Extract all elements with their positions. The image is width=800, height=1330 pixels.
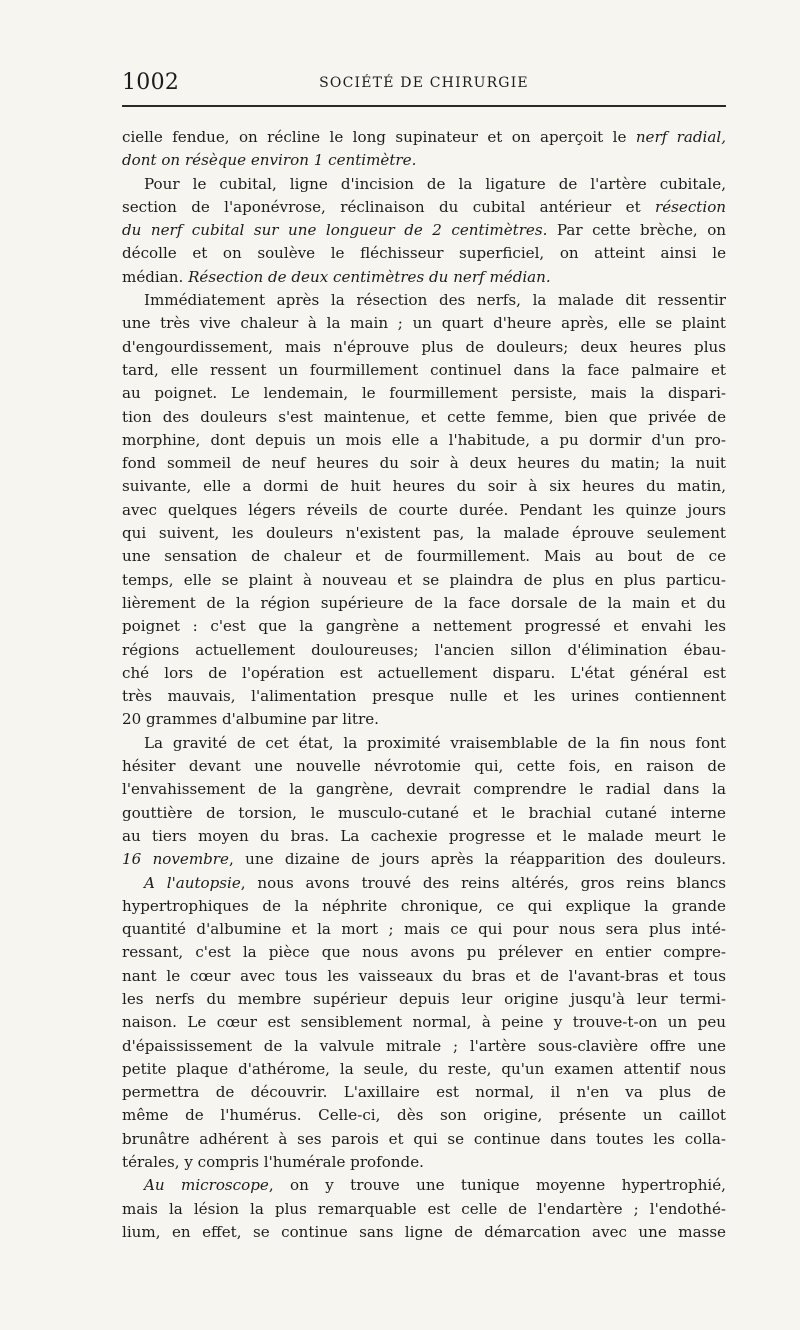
text-line: qui suivent, les douleurs n'existent pas, la malade éprouve seulement xyxy=(122,524,726,543)
text-line: médian. Résection de deux centimètres du nerf médian. xyxy=(122,267,551,286)
text-line: poignet : c'est que la gangrène a nettement progressé et envahi les xyxy=(122,617,726,636)
text-line: temps, elle se plaint à nouveau et se plaindra de plus en plus particu- xyxy=(122,570,726,589)
text-line: suivante, elle a dormi de huit heures du soir à six heures du matin, xyxy=(122,477,726,496)
text-line: mais la lésion la plus remarquable est celle de l'endartère ; l'endothé- xyxy=(122,1199,726,1218)
text-line: d'épaississement de la valvule mitrale ; l'artère sous-clavière offre une xyxy=(122,1036,726,1055)
text-line: au tiers moyen du bras. La cachexie progresse et le malade meurt le xyxy=(122,826,726,845)
body-text xyxy=(122,126,726,1244)
text-line: très mauvais, l'alimentation presque nulle et les urines contiennent xyxy=(122,687,726,706)
text-line: Pour le cubital, ligne d'incision de la ligature de l'artère cubitale, xyxy=(144,174,726,193)
text-line: hésiter devant une nouvelle névrotomie qui, cette fois, en raison de xyxy=(122,757,726,776)
text-line: lium, en effet, se continue sans ligne de démarcation avec une masse xyxy=(122,1222,726,1241)
text-line: 16 novembre, une dizaine de jours après la réapparition des douleurs. xyxy=(122,850,726,869)
text-line: naison. Le cœur est sensiblement normal, à peine y trouve-t-on un peu xyxy=(122,1013,726,1032)
text-line: une très vive chaleur à la main ; un quart d'heure après, elle se plaint xyxy=(122,314,726,333)
text-line: A l'autopsie, nous avons trouvé des reins altérés, gros reins blancs xyxy=(144,873,726,892)
text-line: régions actuellement douloureuses; l'ancien sillon d'élimination ébau- xyxy=(122,640,726,659)
text-line: avec quelques légers réveils de courte durée. Pendant les quinze jours xyxy=(122,500,726,519)
text-line: du nerf cubital sur une longueur de 2 centimètres. Par cette brèche, on xyxy=(122,221,727,240)
text-line: les nerfs du membre supérieur depuis leur origine jusqu'à leur termi- xyxy=(122,989,726,1008)
text-line: 20 grammes d'albumine par litre. xyxy=(122,710,379,729)
text-line: l'envahissement de la gangrène, devrait comprendre le radial dans la xyxy=(122,780,726,799)
text-line: La gravité de cet état, la proximité vraisemblable de la fin nous font xyxy=(144,733,726,752)
text-line: nant le cœur avec tous les vaisseaux du bras et de l'avant-bras et tous xyxy=(122,966,726,985)
page-number: 1002 xyxy=(122,70,180,95)
text-line: tion des douleurs s'est maintenue, et cette femme, bien que privée de xyxy=(122,407,726,426)
text-line: lièrement de la région supérieure de la face dorsale de la main et du xyxy=(122,593,726,612)
text-line: quantité d'albumine et la mort ; mais ce qui pour nous sera plus inté- xyxy=(122,920,726,939)
text-line: une sensation de chaleur et de fourmillement. Mais au bout de ce xyxy=(122,547,726,566)
text-line: térales, y compris l'humérale profonde. xyxy=(122,1153,424,1172)
text-line: au poignet. Le lendemain, le fourmillement persiste, mais la dispari- xyxy=(122,384,726,403)
text-line: tard, elle ressent un fourmillement continuel dans la face palmaire et xyxy=(122,360,726,379)
text-line: dont on résèque environ 1 centimètre. xyxy=(122,151,417,170)
text-line: petite plaque d'athérome, la seule, du reste, qu'un examen attentif nous xyxy=(122,1059,726,1078)
text-line: ressant, c'est la pièce que nous avons pu prélever en entier compre- xyxy=(122,943,726,962)
text-line: même de l'humérus. Celle-ci, dès son origine, présente un caillot xyxy=(122,1106,726,1125)
text-line: permettra de découvrir. L'axillaire est normal, il n'en va plus de xyxy=(122,1083,726,1102)
page-header xyxy=(122,66,726,96)
text-line: hypertrophiques de la néphrite chronique, ce qui explique la grande xyxy=(122,896,726,915)
text-line: brunâtre adhérent à ses parois et qui se continue dans toutes les colla- xyxy=(122,1129,726,1148)
text-line: décolle et on soulève le fléchisseur superficiel, on atteint ainsi le xyxy=(122,244,726,263)
text-line: gouttière de torsion, le musculo-cutané et le brachial cutané interne xyxy=(122,803,726,822)
text-line: Immédiatement après la résection des nerfs, la malade dit ressentir xyxy=(144,291,726,310)
text-line: section de l'aponévrose, réclinaison du cubital antérieur et résection xyxy=(122,197,726,216)
text-line: morphine, dont depuis un mois elle a l'habitude, a pu dormir d'un pro- xyxy=(122,430,726,449)
running-head: SOCIÉTÉ DE CHIRURGIE xyxy=(319,75,529,91)
text-line: Au microscope, on y trouve une tunique moyenne hypertrophié, xyxy=(144,1176,726,1195)
text-line: d'engourdissement, mais n'éprouve plus de douleurs; deux heures plus xyxy=(122,337,726,356)
header-rule xyxy=(122,105,726,107)
text-line: ché lors de l'opération est actuellement disparu. L'état général est xyxy=(122,663,726,682)
text-line: cielle fendue, on récline le long supinateur et on aperçoit le nerf radial, xyxy=(122,128,726,146)
text-line: fond sommeil de neuf heures du soir à deux heures du matin; la nuit xyxy=(122,454,726,473)
